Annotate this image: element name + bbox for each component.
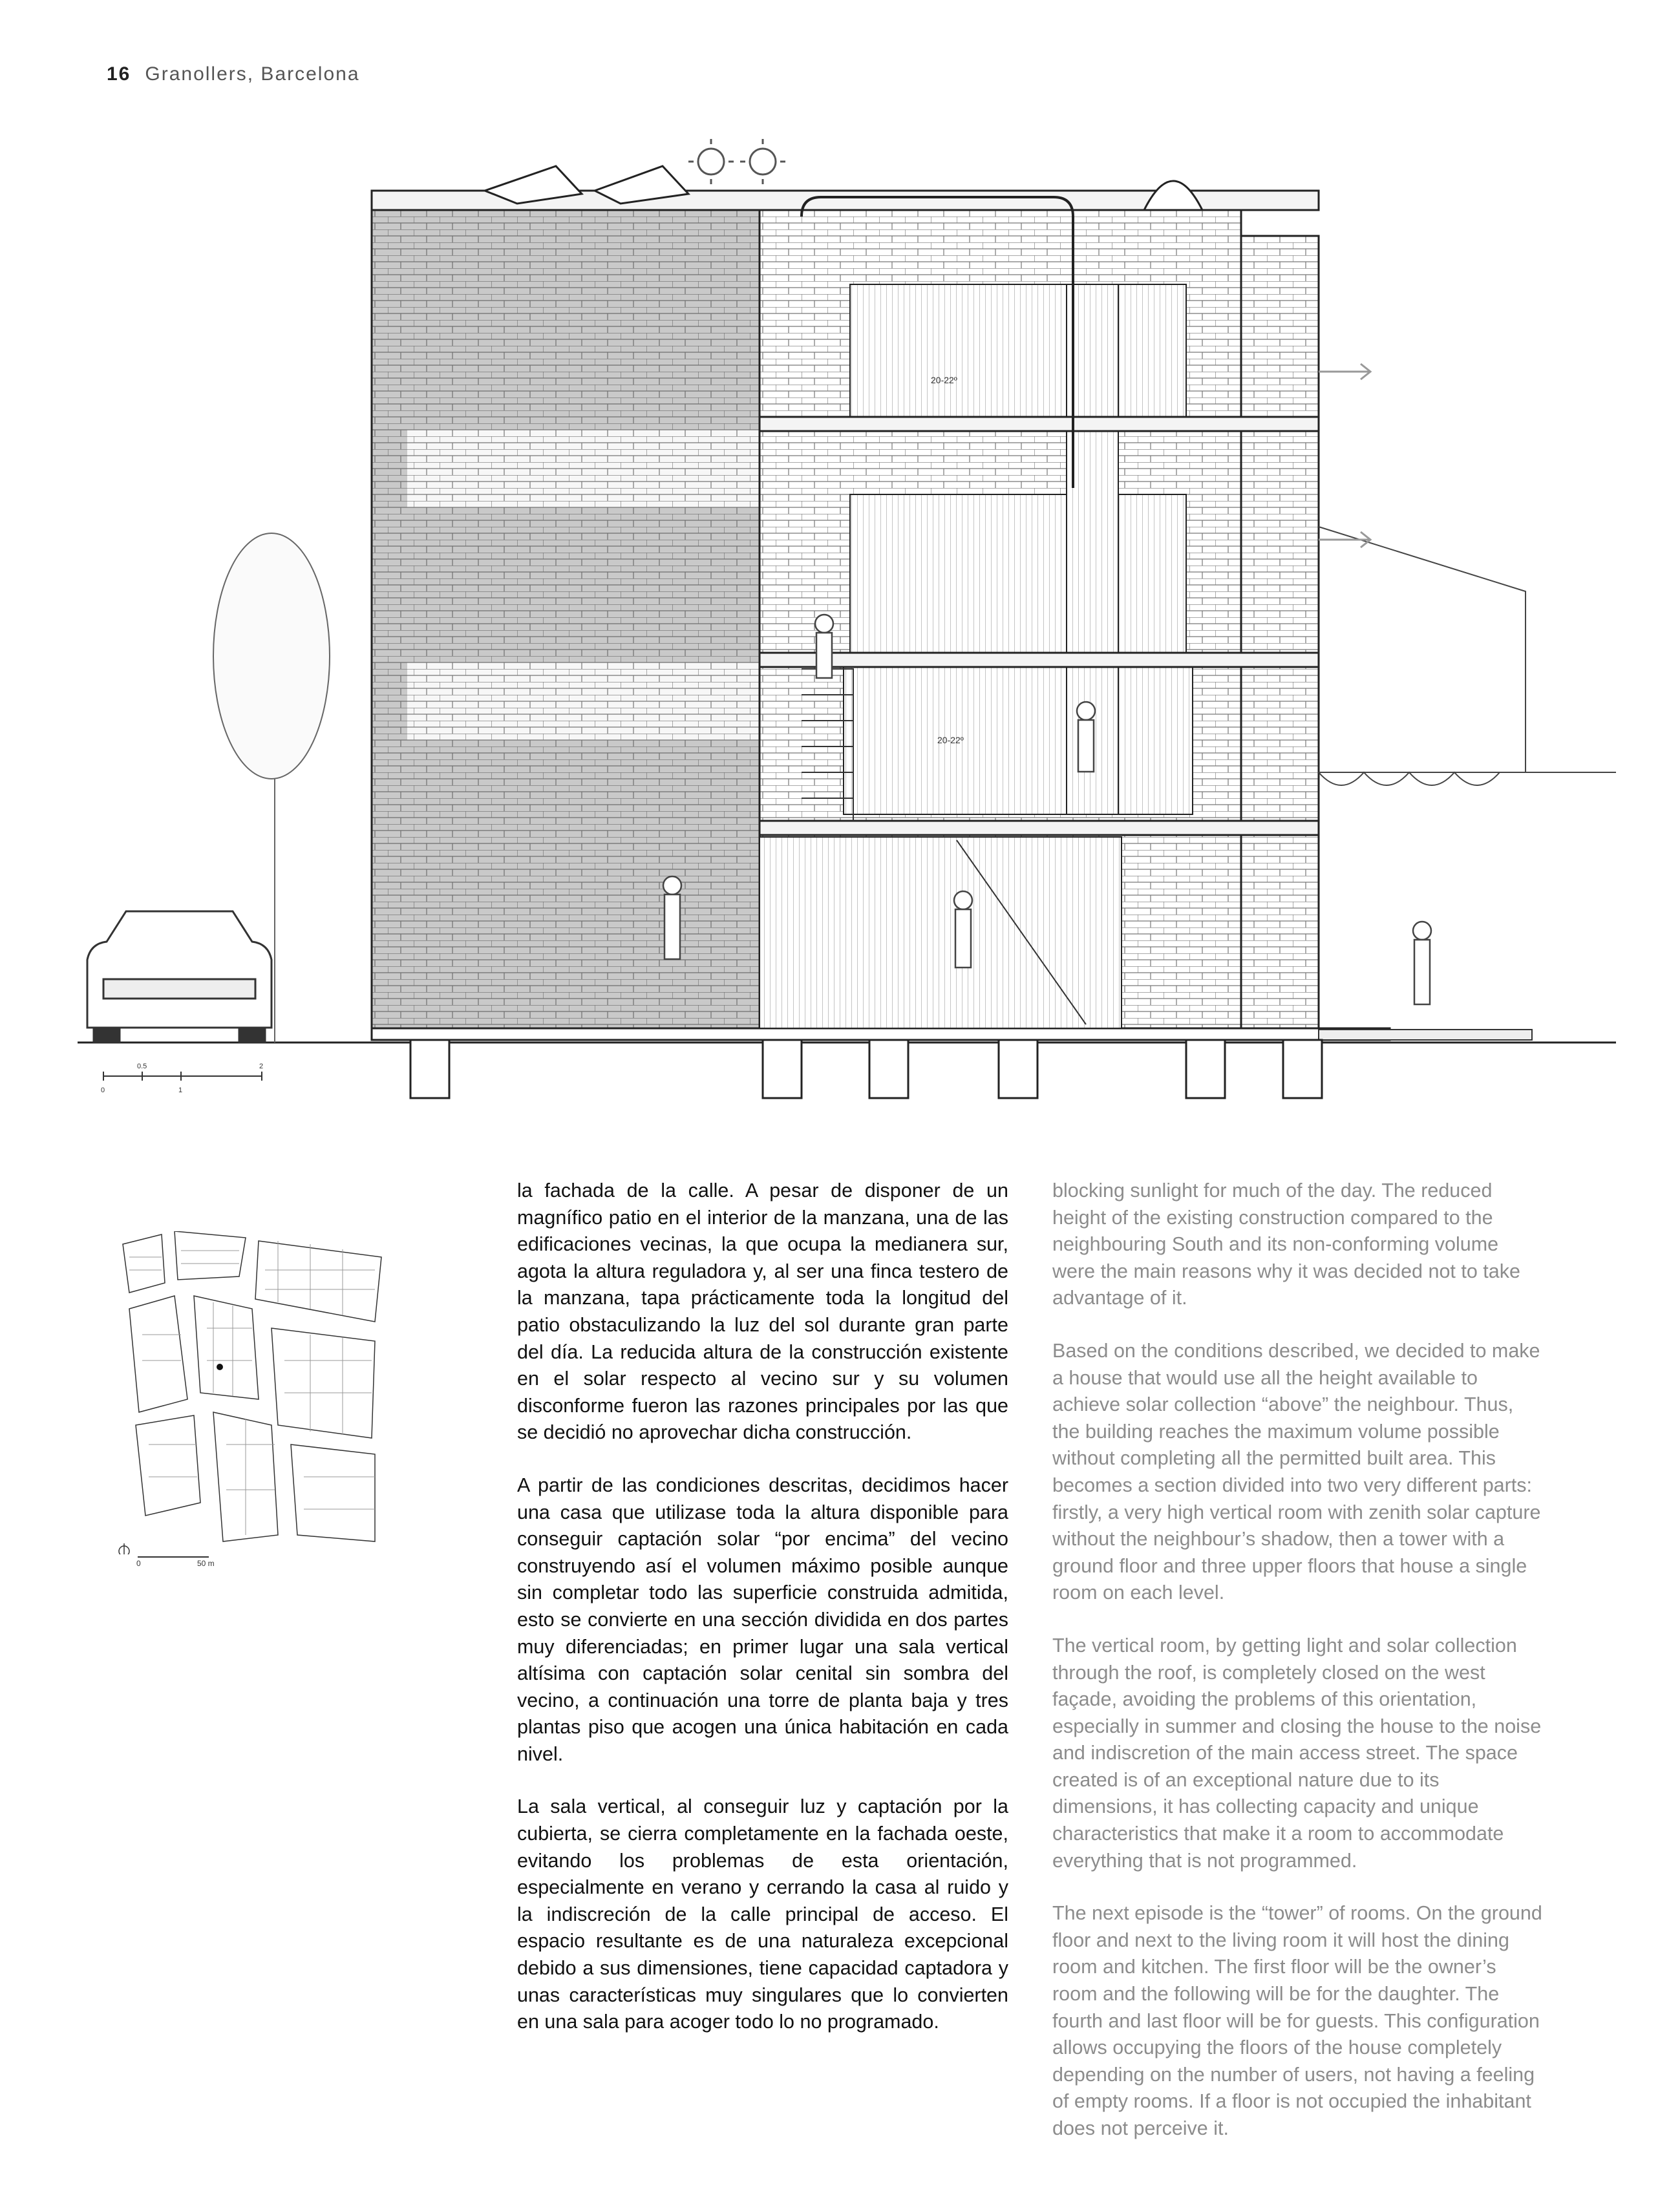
north-arrow-icon <box>119 1543 129 1554</box>
neighbour-outline <box>1319 527 1616 772</box>
skylight-dome <box>1144 181 1202 210</box>
temperature-label-upper: 20-22º <box>931 375 957 385</box>
site-location-marker <box>217 1364 223 1370</box>
page-location: Granollers, Barcelona <box>145 63 360 85</box>
scale-tick-05: 0.5 <box>137 1063 147 1070</box>
foundation-slab <box>372 1028 1390 1040</box>
scale-tick-2: 2 <box>259 1063 264 1070</box>
room-second <box>850 494 1186 653</box>
car-illustration <box>87 911 271 1042</box>
en-paragraph-4: The next episode is the “tower” of rooms. On the ground floor and next to the living room it will host the dining room and kitchen. The first floor will be the owner’s room and the following will be for the daughter. The fourth and last floor will be for guests. This configuration allows occupying the floors of the house completely depending on the number of users, not having a feeling of empty rooms. If a floor is not occupied the inhabitant does not perceive it. <box>1052 1902 1542 2139</box>
foundation-footings <box>410 1040 1322 1098</box>
right-wall-brick <box>1241 236 1319 1028</box>
page-header <box>107 63 360 85</box>
english-text-column <box>1052 1178 1544 2168</box>
es-paragraph-3: La sala vertical, al conseguir luz y captación por la cubierta, se cierra completamente en la fachada oeste, evitando los problemas de esta orientación, especialmente en verano y cerrando la casa al ruido y la indiscreción de la calle principal de acceso. El espacio resultante es de una naturaleza excepcional debido a sus dimensiones, tiene capacidad captadora y unas características muy singulares que lo convierten en una sala para acoger todo lo no programado. <box>517 1795 1008 2033</box>
ventilation-arrows <box>1319 364 1370 547</box>
scale-tick-1: 1 <box>178 1086 183 1094</box>
en-paragraph-1: blocking sunlight for much of the day. The reduced height of the existing construction compared to the neighbouring South and its non-conforming volume were the main reasons why it was decided not to take advantage of it. <box>1052 1180 1520 1309</box>
page-number: 16 <box>107 63 131 85</box>
temperature-label-middle: 20-22º <box>937 735 964 745</box>
terrace-slab <box>1319 1030 1532 1040</box>
site-scale-tick-50m: 50 m <box>197 1559 215 1568</box>
site-scale-tick-0: 0 <box>136 1559 141 1568</box>
room-third <box>844 666 1193 814</box>
es-paragraph-1: la fachada de la calle. A pesar de disponer de un magnífico patio en el interior de la manzana, una de las edificaciones vecinas, la que ocupa la medianera sur, agota la altura reguladora y, al ser una finca testero de la manzana, tapa prácticamente toda la longitud del patio obstaculizando la luz del sol durante gran parte del día. La reducida altura de la construcción existente en el solar respecto al vecino sur y su volumen disconforme fueron las razones principales por las que se decidió no aprovechar dicha construcción. <box>517 1180 1008 1444</box>
building-section-drawing <box>78 126 1616 1108</box>
vertical-room-light-band <box>407 430 760 507</box>
scale-bar <box>103 1072 262 1081</box>
site-plan-map <box>116 1231 388 1554</box>
en-paragraph-2: Based on the conditions described, we decided to make a house that would use all the height available to achieve solar collection “above” the neighbour. Thus, the building reaches the maximum volume possible without completing all the permitted built area. This becomes a section divided into two very different parts: firstly, a very high vertical room with zenith solar capture without the neighbour’s shadow, then a tower with a ground floor and three upper floors that house a single room on each level. <box>1052 1339 1541 1604</box>
room-top <box>850 284 1186 417</box>
es-paragraph-2: A partir de las condiciones descritas, decidimos hacer una casa que utilizase toda la altura disponible para conseguir captación solar “por encima” del vecino construyendo así el volumen máximo posible aunque sin completar todo las superficie construida admitida, esto se convierte en una sección dividida en dos partes muy diferenciadas; en primer lugar una sala vertical altísima con captación solar cenital sin sombra del vecino, a continuación una torre de planta baja y tres plantas piso que acogen una única habitación en cada nivel. <box>517 1474 1008 1765</box>
sun-icon <box>688 139 785 184</box>
vertical-room-brick <box>372 207 760 1028</box>
en-paragraph-3: The vertical room, by getting light and solar collection through the roof, is completely closed on the west façade, avoiding the problems of this orientation, especially in summer and closing the house to the noise and indiscretion of the main access street. The space created is of an exceptional nature due to its dimensions, it has collecting capacity and unique characteristics that make it a room to accommodate everything that is not programmed. <box>1052 1634 1542 1872</box>
vertical-room-light-band-2 <box>407 662 760 740</box>
site-plan-scale <box>133 1556 229 1568</box>
awning <box>1319 772 1500 785</box>
room-ground <box>760 837 1122 1028</box>
scale-tick-0: 0 <box>101 1086 105 1094</box>
spanish-text-column <box>517 1178 1008 2062</box>
